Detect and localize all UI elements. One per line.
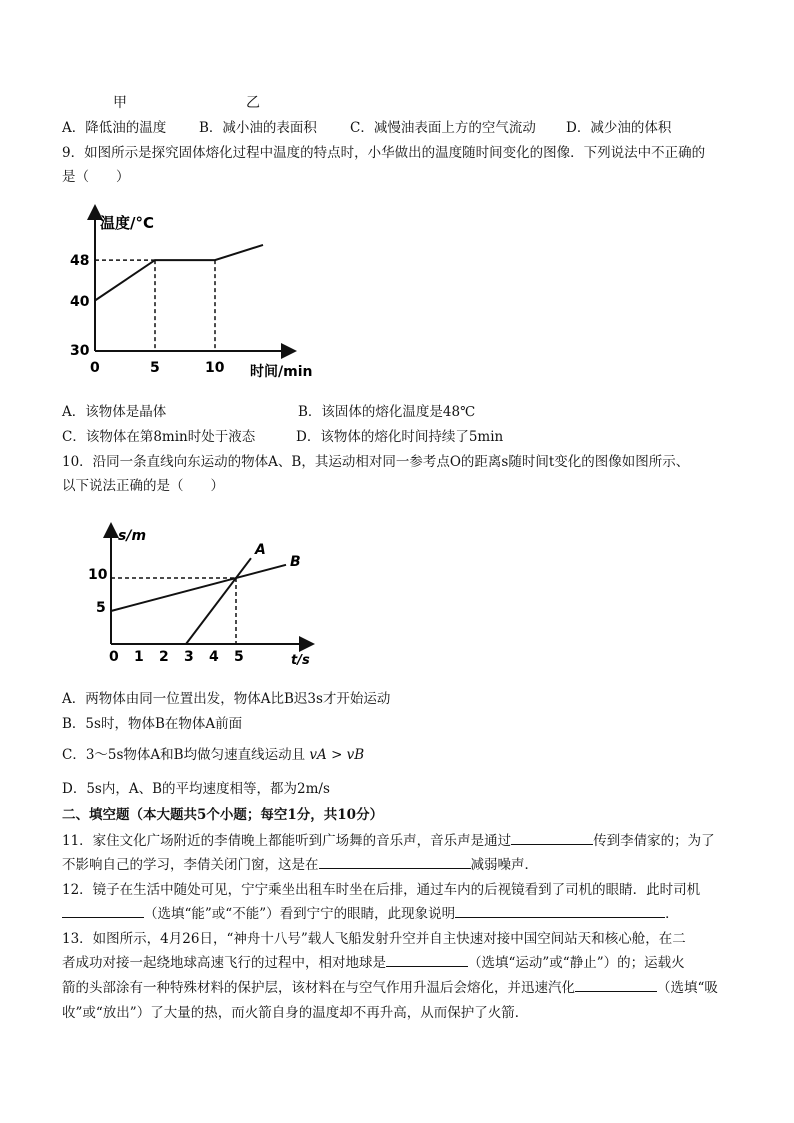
q8-option-c: C．减慢油表面上方的空气流动	[350, 120, 536, 136]
q13-line2	[62, 951, 685, 971]
melting-chart-xtick-0: 0	[90, 360, 100, 376]
motion-chart-xtick-3: 3	[184, 649, 194, 665]
q12-text3: ．	[665, 906, 679, 922]
melting-chart-ytick-48: 48	[70, 253, 90, 269]
motion-chart-legend-b: B	[290, 554, 301, 570]
section2-title: 二、填空题（本大题共5个小题；每空1分，共10分）	[62, 807, 384, 823]
q11-line2	[62, 853, 538, 873]
q12-text2: （选填“能”或“不能”）看到宁宁的眼睛，此现象说明	[144, 906, 456, 922]
q13-blank1[interactable]	[386, 952, 468, 967]
melting-chart-guides	[95, 260, 215, 351]
q11-text4: 减弱噪声．	[470, 857, 538, 873]
q13-line4: 收”或“放出”）了大量的热，而火箭自身的温度却不再升高，从而保护了火箭．	[62, 1005, 529, 1021]
melting-chart-ytick-40: 40	[70, 294, 90, 310]
q12-blank1[interactable]	[62, 903, 144, 918]
melting-chart-y-label: 温度/°C	[100, 214, 154, 232]
q9-option-c: C．该物体在第8min时处于液态	[62, 429, 256, 445]
q11-text3: 不影响自己的学习，李倩关闭门窗，这是在	[62, 857, 319, 873]
q10-stem-line1: 10．沿同一条直线向东运动的物体A、B，其运动相对同一参考点O的距离s随时间t变化的图像如图所示、	[62, 454, 690, 470]
melting-chart	[58, 198, 328, 383]
melting-chart-series-line	[95, 245, 263, 301]
q10-option-a: A．两物体由同一位置出发，物体A比B迟3s才开始运动	[62, 691, 391, 707]
q13-text2: 者成功对接一起绕地球高速飞行的过程中，相对地球是	[62, 955, 386, 971]
motion-chart-ytick-5: 5	[96, 600, 106, 616]
q9-option-b: B．该固体的熔化温度是48℃	[298, 404, 476, 420]
q10-option-c-text: C．3～5s物体A和B均做匀速直线运动且	[62, 747, 306, 763]
q11-blank2[interactable]	[319, 854, 471, 869]
label-yi: 乙	[246, 95, 260, 111]
motion-chart-y-label: s/m	[118, 528, 147, 544]
q11-blank1[interactable]	[511, 830, 593, 845]
q11-text1: 11．家住文化广场附近的李倩晚上都能听到广场舞的音乐声，音乐声是通过	[62, 833, 512, 849]
q12-line1: 12．镜子在生活中随处可见，宁宁乘坐出租车时坐在后排，通过车内的后视镜看到了司机的眼睛．此时司机	[62, 882, 701, 898]
label-jia: 甲	[113, 95, 127, 111]
q10-stem-line2: 以下说法正确的是（ ）	[62, 478, 224, 494]
q8-option-a: A．降低油的温度	[62, 120, 167, 136]
motion-chart-xtick-2: 2	[159, 649, 169, 665]
q10-option-c-formula: vA > vB	[309, 747, 365, 763]
motion-chart-xtick-1: 1	[134, 649, 144, 665]
q13-text3: （选填“运动”或“静止”）的；运载火	[468, 955, 685, 971]
motion-chart-series-b	[111, 565, 286, 611]
q10-option-d: D．5s内，A、B的平均速度相等，都为2m/s	[62, 781, 330, 797]
melting-chart-xtick-10: 10	[205, 360, 225, 376]
q10-option-b: B．5s时，物体B在物体A前面	[62, 716, 243, 732]
q9-stem-line2: 是（ ）	[62, 169, 130, 185]
motion-chart-guides	[111, 578, 236, 644]
q13-text4: 箭的头部涂有一种特殊材料的保护层，该材料在与空气作用升温后会熔化，并迅速汽化	[62, 980, 575, 996]
melting-chart-x-label: 时间/min	[250, 364, 313, 380]
motion-chart-ytick-10: 10	[88, 567, 108, 583]
q13-blank2[interactable]	[575, 977, 657, 992]
q13-line3	[62, 976, 718, 996]
q10-option-c	[62, 743, 364, 763]
q12-blank2[interactable]	[455, 903, 665, 918]
q11-text2: 传到李倩家的；为了	[593, 833, 715, 849]
q13-line1: 13．如图所示，4月26日，“神舟十八号”载人飞船发射升空并自主快速对接中国空间站天和核心舱，在二	[62, 931, 686, 947]
motion-chart-xtick-5: 5	[234, 649, 244, 665]
motion-chart-xtick-4: 4	[209, 649, 219, 665]
melting-chart-xtick-5: 5	[150, 360, 160, 376]
q8-option-d: D．减少油的体积	[566, 120, 672, 136]
motion-chart	[88, 518, 326, 673]
motion-chart-legend-a: A	[255, 542, 266, 558]
melting-chart-ytick-30: 30	[70, 343, 90, 359]
q9-stem-line1: 9．如图所示是探究固体熔化过程中温度的特点时，小华做出的温度随时间变化的图像．下列说法中不正确的	[62, 145, 706, 161]
q8-option-b: B．减小油的表面积	[199, 120, 317, 136]
q9-option-d: D．该物体的熔化时间持续了5min	[296, 429, 504, 445]
q12-line2	[62, 902, 679, 922]
motion-chart-xtick-0: 0	[109, 649, 119, 665]
motion-chart-series-a	[186, 558, 251, 644]
q13-text5: （选填“吸	[657, 980, 718, 996]
q11-line1	[62, 829, 715, 849]
motion-chart-x-label: t/s	[291, 653, 310, 668]
q9-option-a: A．该物体是晶体	[62, 404, 167, 420]
